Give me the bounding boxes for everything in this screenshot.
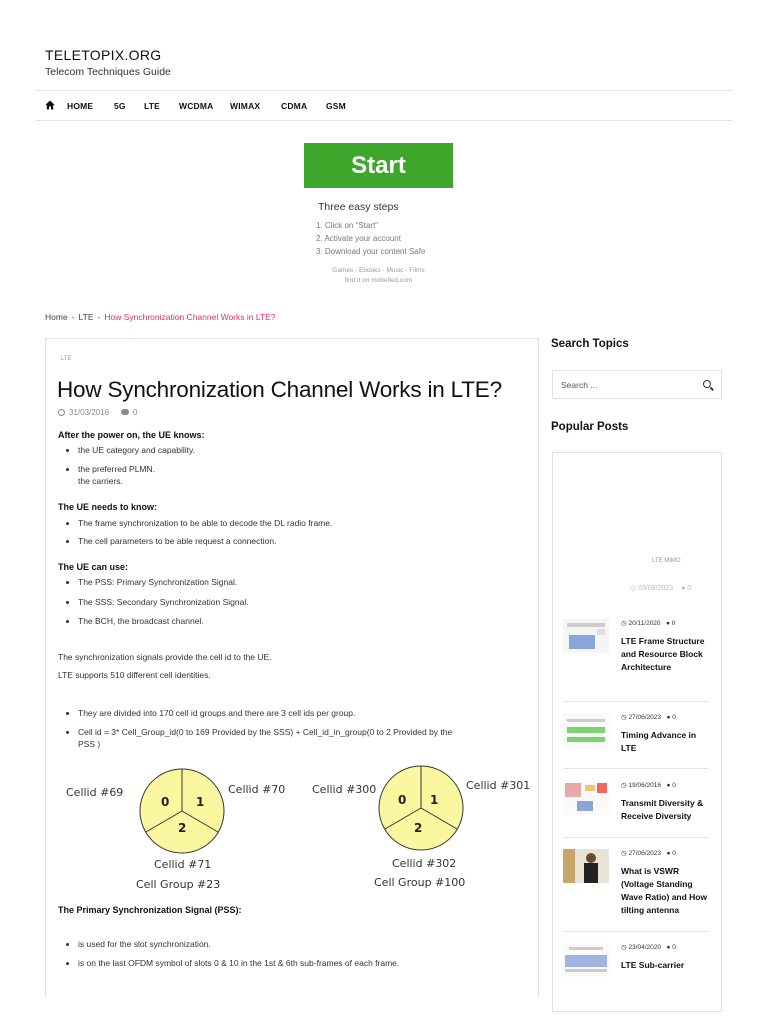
ad-footer-line: Games - Ebooks - Music - Films — [332, 267, 425, 274]
cell-id-label: Cellid #302 — [392, 857, 457, 870]
post-thumbnail[interactable] — [563, 619, 609, 653]
article-meta — [58, 408, 138, 417]
post-date: 23/04/2020 — [628, 944, 662, 951]
list-item: The frame synchronization to be able to decode the DL radio frame. — [78, 518, 333, 528]
popular-posts-title: Popular Posts — [551, 421, 629, 433]
section-heading: The UE needs to know: — [58, 502, 158, 512]
article-title: How Synchronization Channel Works in LTE? — [57, 377, 502, 402]
list-item: PSS ) — [78, 739, 101, 749]
breadcrumb-current: How Synchronization Channel Works in LTE? — [104, 312, 276, 322]
post-divider — [563, 837, 709, 838]
post-divider — [563, 768, 709, 769]
featured-post-meta — [630, 584, 691, 592]
popular-posts-box — [552, 452, 722, 1012]
cell-id-label: Cellid #71 — [154, 858, 212, 871]
clock-icon: ◷ — [621, 850, 627, 857]
paragraph: The synchronization signals provide the cell id to the UE. — [58, 652, 272, 662]
comment-icon: ● — [666, 782, 671, 789]
post-title[interactable]: Timing Advance in LTE — [621, 730, 697, 753]
list-item: the preferred PLMN. — [78, 464, 156, 474]
list-item: The cell parameters to be able request a connection. — [78, 536, 277, 546]
clock-icon: ◷ — [630, 585, 637, 592]
article-category[interactable]: LTE — [61, 356, 72, 362]
article-comment-count[interactable]: 0 — [133, 408, 138, 417]
post-meta — [621, 849, 676, 857]
breadcrumb-separator: - — [97, 312, 101, 322]
cell-group-label: Cell Group #100 — [374, 876, 466, 889]
post-title[interactable]: Transmit Diversity & Receive Diversity — [621, 798, 704, 821]
list-item: The BCH, the broadcast channel. — [78, 616, 204, 626]
breadcrumb-home[interactable]: Home — [45, 312, 68, 322]
section-heading: The UE can use: — [58, 562, 129, 572]
search-icon[interactable] — [703, 380, 711, 388]
popular-post[interactable] — [563, 943, 713, 1012]
post-comments: 0 — [672, 944, 676, 951]
clock-icon: ◷ — [621, 782, 627, 789]
search-topics-title: Search Topics — [551, 338, 629, 350]
search-box — [552, 370, 722, 399]
cell-id-label: Cellid #70 — [228, 783, 286, 796]
article — [45, 338, 539, 998]
post-divider — [563, 931, 709, 932]
breadcrumb-category[interactable]: LTE — [78, 312, 94, 322]
post-title[interactable]: LTE Frame Structure and Resource Block Architecture — [621, 636, 705, 672]
list-item: The SSS: Secondary Synchronization Signal. — [78, 597, 249, 607]
post-date: 27/06/2023 — [628, 850, 662, 857]
site-tagline: Telecom Techniques Guide — [45, 66, 171, 78]
comment-icon — [121, 409, 129, 415]
post-title[interactable]: LTE Sub-carrier — [621, 960, 685, 970]
post-title[interactable]: What is VSWR (Voltage Standing Wave Ratio) and How tilting antenna — [621, 866, 708, 915]
post-date: 19/06/2016 — [628, 782, 662, 789]
list-item: They are divided into 170 cell id groups and there are 3 cell ids per group. — [78, 708, 356, 718]
post-thumbnail[interactable] — [563, 713, 609, 747]
popular-post[interactable] — [563, 849, 713, 939]
cell-id-label: Cellid #69 — [66, 786, 124, 799]
sector-label: 1 — [196, 795, 205, 809]
nav-item-wcdma[interactable]: WCDMA — [179, 101, 214, 111]
clock-icon — [58, 409, 65, 416]
ad-steps-title: Three easy steps — [318, 201, 399, 213]
nav-item-lte[interactable]: LTE — [144, 101, 161, 111]
ad-step: 1. Click on "Start" — [316, 221, 379, 230]
nav-item-gsm[interactable]: GSM — [326, 101, 346, 111]
post-thumbnail[interactable] — [563, 849, 609, 883]
list-item: the carriers. — [78, 476, 123, 486]
post-date: 27/06/2023 — [628, 714, 662, 721]
list-item: is on the last OFDM symbol of slots 0 & 10 in the 1st & 6th sub-frames of each frame. — [78, 958, 400, 968]
paragraph: LTE supports 510 different cell identities. — [58, 670, 211, 680]
list-item: is used for the slot synchronization. — [78, 939, 211, 949]
ad-footer-line: find it on mobefied.com — [344, 277, 413, 284]
ad-step: 3. Download your content Safe — [316, 247, 426, 256]
post-comments: 0 — [672, 714, 676, 721]
post-comments: 0 — [672, 782, 676, 789]
post-thumbnail[interactable] — [563, 781, 609, 815]
comment-icon: ● — [665, 620, 670, 627]
sector-label: 2 — [414, 821, 423, 835]
sector-label: 0 — [398, 793, 407, 807]
list-item: the UE category and capability. — [78, 445, 196, 455]
site-title[interactable]: TELETOPIX.ORG — [45, 47, 162, 63]
featured-post-comments: 0 — [687, 585, 692, 592]
cell-group-left — [66, 769, 285, 891]
comment-icon: ● — [666, 714, 671, 721]
section-heading: After the power on, the UE knows: — [58, 430, 205, 440]
sector-label: 2 — [178, 821, 187, 835]
post-comments: 0 — [672, 850, 676, 857]
breadcrumb-separator: - — [71, 312, 75, 322]
clock-icon: ◷ — [621, 944, 627, 951]
home-icon[interactable] — [45, 100, 55, 110]
nav-item-cdma[interactable]: CDMA — [281, 101, 308, 111]
sector-label: 0 — [161, 795, 170, 809]
ad-step: 2. Activate your account — [316, 234, 401, 243]
post-meta — [621, 619, 675, 627]
article-date: 31/03/2016 — [69, 408, 110, 417]
clock-icon: ◷ — [621, 714, 627, 721]
nav-item-wimax[interactable]: WIMAX — [230, 101, 261, 111]
cell-group-label: Cell Group #23 — [136, 878, 221, 891]
comment-icon: ● — [666, 850, 671, 857]
post-thumbnail[interactable] — [563, 943, 609, 977]
post-meta — [621, 781, 676, 789]
comment-icon: ● — [666, 944, 671, 951]
cell-group-right — [312, 766, 530, 889]
featured-post-date: 03/09/2023 — [638, 585, 674, 592]
sector-label: 1 — [430, 793, 439, 807]
breadcrumb — [45, 312, 276, 322]
post-comments: 0 — [671, 620, 676, 627]
search-input[interactable] — [553, 371, 693, 398]
post-divider — [563, 701, 709, 702]
cell-id-label: Cellid #300 — [312, 783, 377, 796]
comment-icon: ● — [681, 585, 686, 592]
popular-post[interactable] — [563, 619, 713, 709]
list-item: Cell id = 3* Cell_Group_id(0 to 169 Provided by the SSS) + Cell_id_in_group(0 to 2 Provided by the — [78, 727, 453, 737]
post-date: 20/11/2020 — [628, 620, 661, 627]
clock-icon: ◷ — [621, 620, 627, 627]
cell-group-diagram — [56, 761, 534, 901]
advertisement[interactable] — [304, 143, 453, 289]
nav-item-home[interactable]: HOME — [67, 101, 94, 111]
post-meta — [621, 943, 676, 951]
cell-id-label: Cellid #301 — [466, 779, 531, 792]
section-heading: The Primary Synchronization Signal (PSS): — [58, 905, 242, 915]
list-item: The PSS: Primary Synchronization Signal. — [78, 577, 238, 587]
nav-item-5g[interactable]: 5G — [114, 101, 126, 111]
featured-post-category[interactable]: LTE MIMO — [652, 558, 681, 564]
main-nav — [35, 90, 733, 121]
ad-start-button[interactable]: Start — [304, 143, 453, 188]
post-meta — [621, 713, 676, 721]
